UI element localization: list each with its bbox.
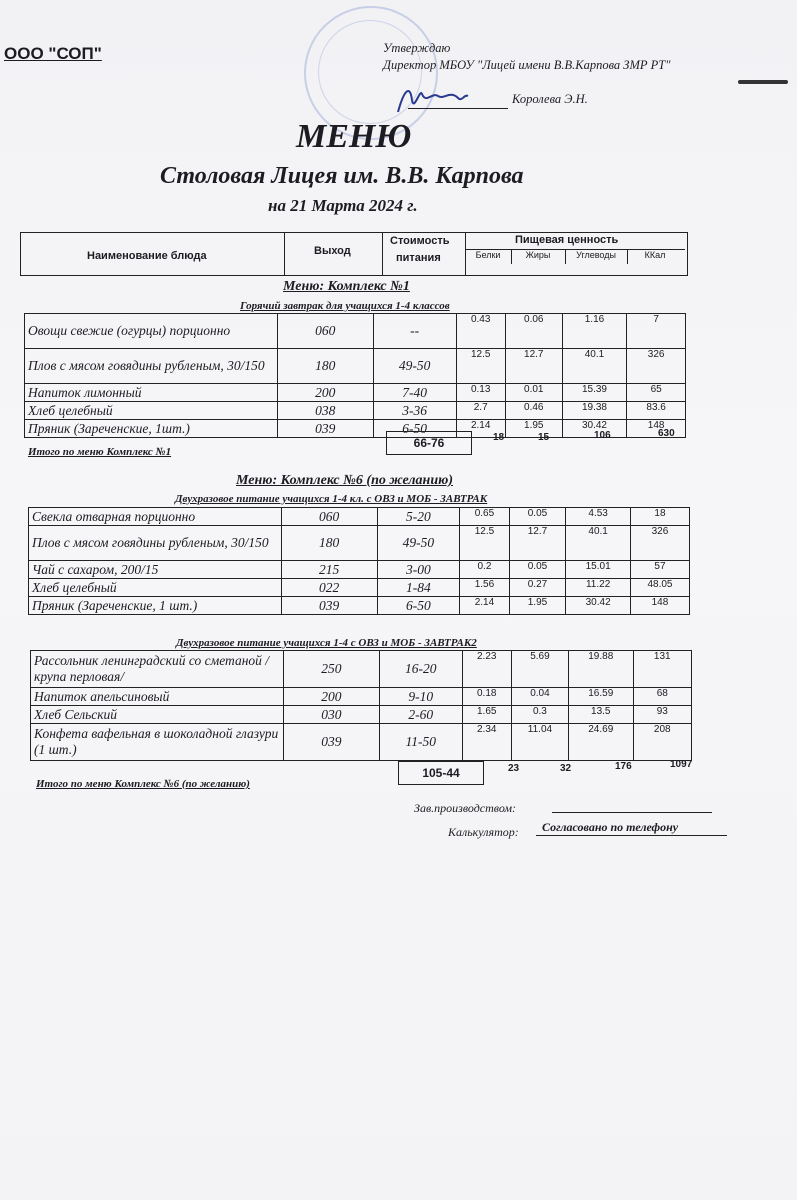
dish-cost: 7-40 (373, 384, 456, 402)
col-carbs: Углеводы (565, 250, 628, 264)
complex1-table (24, 313, 686, 438)
table-row (25, 349, 686, 384)
dish-cost: 9-10 (379, 688, 462, 706)
dish-fat: 12.7 (505, 349, 562, 384)
dish-kcal: 93 (633, 706, 691, 724)
dish-fat: 0.27 (509, 579, 566, 597)
dish-fat: 0.3 (511, 706, 568, 724)
complex6-subtitle2: Двухразовое питание учащихся 1-4 с ОВЗ и МОБ - ЗАВТРАК2 (176, 637, 477, 649)
dish-kcal: 148 (627, 420, 686, 438)
production-label: Зав.производством: (414, 801, 517, 815)
dish-cost: 5-20 (377, 508, 460, 526)
dish-protein: 0.13 (456, 384, 505, 402)
page-subtitle: Столовая Лицея им. В.В. Карпова (160, 163, 524, 189)
dish-carbs: 40.1 (566, 526, 631, 561)
director-name: Королева Э.Н. (512, 92, 588, 106)
complex1-total-cost: 66-76 (386, 431, 472, 455)
dish-cost: 2-60 (379, 706, 462, 724)
dish-kcal: 57 (630, 561, 689, 579)
complex1-total-label: Итого по меню Комплекс №1 (28, 446, 172, 458)
dish-carbs: 15.01 (566, 561, 631, 579)
organization-name: ООО "СОП" (4, 44, 102, 63)
dish-protein: 2.14 (460, 597, 509, 615)
dish-fat: 0.01 (505, 384, 562, 402)
calculator-label: Калькулятор: (448, 825, 519, 839)
table-row (31, 651, 692, 688)
complex1-title: Меню: Комплекс №1 (283, 279, 410, 294)
dish-cost: 1-84 (377, 579, 460, 597)
approval-block (383, 40, 683, 74)
dish-name: Напиток апельсиновый (31, 688, 284, 706)
dish-output: 250 (283, 651, 379, 688)
dish-output: 039 (283, 724, 379, 761)
dish-carbs: 30.42 (562, 420, 627, 438)
dish-carbs: 1.16 (562, 314, 627, 349)
dish-name: Свекла отварная порционно (29, 508, 282, 526)
dish-output: 060 (277, 314, 373, 349)
signature-mark (392, 80, 472, 120)
col-cost-label1: Стоимость (390, 235, 450, 247)
dish-protein: 0.43 (456, 314, 505, 349)
dish-name: Пряник (Зареченские, 1 шт.) (29, 597, 282, 615)
dish-protein: 2.14 (456, 420, 505, 438)
dish-protein: 2.7 (456, 402, 505, 420)
complex6-total-cost: 105-44 (398, 761, 484, 785)
col-output-label: Выход (314, 245, 351, 257)
approve-line2: Директор МБОУ "Лицей имени В.В.Карпова ЗМР РТ" (383, 58, 671, 72)
dish-fat: 0.05 (509, 561, 566, 579)
dish-fat: 1.95 (505, 420, 562, 438)
dish-carbs: 30.42 (566, 597, 631, 615)
dish-kcal: 326 (630, 526, 689, 561)
dish-kcal: 326 (627, 349, 686, 384)
complex1-total-protein: 18 (493, 432, 505, 443)
complex6-total-protein: 23 (508, 763, 520, 774)
table-row (29, 561, 690, 579)
dish-protein: 1.65 (462, 706, 511, 724)
complex6-total-kcal: 1097 (670, 759, 693, 770)
dish-protein: 0.18 (462, 688, 511, 706)
dish-cost: 3-00 (377, 561, 460, 579)
col-dish (21, 233, 285, 275)
dish-kcal: 65 (627, 384, 686, 402)
dish-cost: 49-50 (373, 349, 456, 384)
dish-protein: 0.65 (460, 508, 509, 526)
col-kcal: ККал (644, 250, 666, 260)
dish-kcal: 208 (633, 724, 691, 761)
col-nutrition-label: Пищевая ценность (515, 234, 619, 246)
complex6-total-fat: 32 (560, 763, 572, 774)
dish-kcal: 18 (630, 508, 689, 526)
col-cost (382, 233, 466, 275)
dish-name: Пряник (Зареченские, 1шт.) (25, 420, 278, 438)
approve-line1: Утверждаю (383, 41, 451, 55)
dish-protein: 0.2 (460, 561, 509, 579)
dish-protein: 12.5 (456, 349, 505, 384)
table-row (29, 579, 690, 597)
dish-fat: 0.04 (511, 688, 568, 706)
dish-output: 022 (281, 579, 377, 597)
col-protein: Белки (465, 250, 512, 264)
complex1-total-fat: 15 (538, 432, 550, 443)
dish-fat: 0.46 (505, 402, 562, 420)
table-row (25, 420, 686, 438)
complex6-table2 (30, 650, 692, 761)
dish-output: 030 (283, 706, 379, 724)
dish-protein: 2.34 (462, 724, 511, 761)
dish-output: 180 (281, 526, 377, 561)
dish-name: Плов с мясом говядины рубленым, 30/150 (29, 526, 282, 561)
table-row (29, 526, 690, 561)
dish-fat: 12.7 (509, 526, 566, 561)
dish-output: 200 (283, 688, 379, 706)
column-header (20, 232, 688, 276)
table-row (29, 597, 690, 615)
complex1-total-kcal: 630 (658, 428, 675, 439)
calculator-value: Согласовано по телефону (536, 820, 727, 836)
dish-name: Хлеб Сельский (31, 706, 284, 724)
dish-cost: 6-50 (373, 420, 456, 438)
dish-carbs: 4.53 (566, 508, 631, 526)
table-row (29, 508, 690, 526)
col-nutrition (465, 233, 685, 275)
dish-cost: 3-36 (373, 402, 456, 420)
col-fat: Жиры (511, 250, 566, 264)
dish-carbs: 40.1 (562, 349, 627, 384)
dish-output: 180 (277, 349, 373, 384)
production-signature-line (552, 812, 712, 813)
complex6-subtitle1: Двухразовое питание учащихся 1-4 кл. с ОВЗ и МОБ - ЗАВТРАК (175, 493, 488, 505)
dish-name: Плов с мясом говядины рубленым, 30/150 (25, 349, 278, 384)
col-output (284, 233, 383, 275)
dish-kcal: 68 (633, 688, 691, 706)
complex6-total-label: Итого по меню Комплекс №6 (по желанию) (36, 778, 250, 790)
dish-protein: 1.56 (460, 579, 509, 597)
menu-date: на 21 Марта 2024 г. (268, 196, 418, 215)
dish-carbs: 11.22 (566, 579, 631, 597)
dish-cost: 16-20 (379, 651, 462, 688)
dish-name: Хлеб целебный (29, 579, 282, 597)
dish-output: 039 (281, 597, 377, 615)
table-row (31, 688, 692, 706)
dish-protein: 12.5 (460, 526, 509, 561)
dish-carbs: 24.69 (568, 724, 633, 761)
dish-name: Овощи свежие (огурцы) порционно (25, 314, 278, 349)
dish-output: 200 (277, 384, 373, 402)
dish-cost: -- (373, 314, 456, 349)
dish-kcal: 83.6 (627, 402, 686, 420)
complex1-subtitle: Горячий завтрак для учащихся 1-4 классов (240, 300, 450, 312)
dish-fat: 0.06 (505, 314, 562, 349)
dish-carbs: 15.39 (562, 384, 627, 402)
table-row (25, 314, 686, 349)
dish-carbs: 16.59 (568, 688, 633, 706)
dish-output: 038 (277, 402, 373, 420)
dish-name: Конфета вафельная в шоколадной глазури (1 шт.) (31, 724, 284, 761)
dish-output: 060 (281, 508, 377, 526)
dish-kcal: 131 (633, 651, 691, 688)
dish-fat: 1.95 (509, 597, 566, 615)
table-row (25, 384, 686, 402)
dish-fat: 5.69 (511, 651, 568, 688)
table-row (31, 724, 692, 761)
col-cost-label2: питания (396, 252, 441, 264)
dish-cost: 49-50 (377, 526, 460, 561)
col-dish-label: Наименование блюда (87, 250, 207, 262)
page-title: МЕНЮ (296, 118, 412, 155)
complex6-title: Меню: Комплекс №6 (по желанию) (236, 473, 453, 488)
complex1-total-carbs: 106 (594, 430, 611, 441)
table-row (31, 706, 692, 724)
complex6-table1 (28, 507, 690, 615)
dish-name: Хлеб целебный (25, 402, 278, 420)
dish-protein: 2.23 (462, 651, 511, 688)
dish-name: Напиток лимонный (25, 384, 278, 402)
dish-kcal: 7 (627, 314, 686, 349)
edge-mark (738, 80, 788, 84)
dish-output: 215 (281, 561, 377, 579)
table-row (25, 402, 686, 420)
dish-cost: 6-50 (377, 597, 460, 615)
dish-carbs: 19.88 (568, 651, 633, 688)
dish-name: Чай с сахаром, 200/15 (29, 561, 282, 579)
dish-carbs: 13.5 (568, 706, 633, 724)
dish-kcal: 48.05 (630, 579, 689, 597)
complex6-total-carbs: 176 (615, 761, 632, 772)
dish-kcal: 148 (630, 597, 689, 615)
dish-cost: 11-50 (379, 724, 462, 761)
dish-name: Рассольник ленинградский со сметаной /крупа перловая/ (31, 651, 284, 688)
dish-fat: 11.04 (511, 724, 568, 761)
dish-fat: 0.05 (509, 508, 566, 526)
dish-output: 039 (277, 420, 373, 438)
dish-carbs: 19.38 (562, 402, 627, 420)
